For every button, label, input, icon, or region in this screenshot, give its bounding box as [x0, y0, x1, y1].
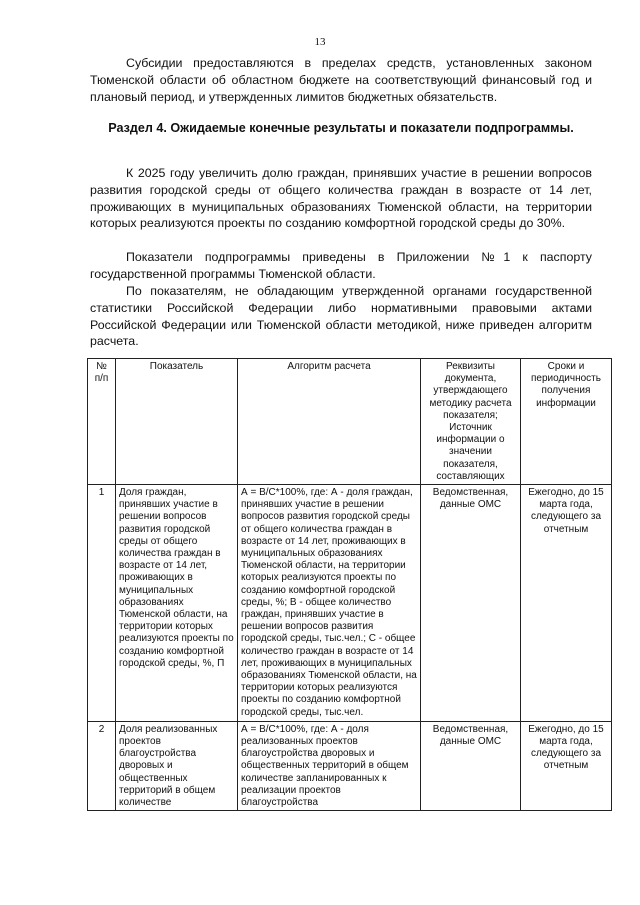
table-row	[88, 485, 612, 722]
table-row	[88, 721, 612, 810]
intro-paragraph: Субсидии предоставляются в пределах средств, установленных законом Тюменской области об областном бюджете на соответствующий финансовый год и плановый период, и утвержденных лимитов бюджетных обязательств.	[90, 56, 592, 104]
row-requisites: Ведомственная, данные ОМС	[421, 485, 521, 722]
row-indicator	[116, 721, 238, 810]
indicators-paragraph: Показатели подпрограммы приведены в Приложении №1 к паспорту государственной программы Тюменской области.	[90, 250, 592, 281]
row-indicator: Доля граждан, принявших участие в решении вопросов развития городской среды от общего количества граждан в возрасте от 14 лет, проживающих в муниципальных образованиях Тюменской области, на территории которых реализуются проекты по созданию комфортной городской среды, %, П	[116, 485, 238, 722]
header-terms: Сроки и периодичность получения информации	[521, 359, 612, 485]
row-indicator-text: Доля реализованных проектов благоустройства дворовых и общественных территорий в общем количестве	[119, 723, 218, 808]
goal-paragraph: К 2025 году увеличить долю граждан, принявших участие в решении вопросов развития городской среды от общего количества граждан в возрасте от 14 лет, проживающих в муниципальных образованиях Тюменской области, на территории которых реализуются проекты по созданию комфортной городской среды до 30%.	[90, 166, 592, 231]
algorithm-intro-paragraph: По показателям, не обладающим утвержденной органами государственной статистики Российской Федерации либо нормативными правовыми актами Российской Федерации или Тюменской области методикой, ниже приведен алгоритм расчета.	[90, 284, 592, 349]
header-num: № п/п	[88, 359, 116, 485]
table-header-row	[88, 359, 612, 485]
section-heading: Раздел 4. Ожидаемые конечные результаты и показатели подпрограммы.	[108, 121, 574, 135]
row-algorithm: А = В/С*100%, где: А - доля граждан, принявших участие в решении вопросов развития городской среды от общего количества граждан в возрасте от 14 лет, проживающих в муниципальных образованиях Тюменской области, на территории которых реализуются проекты по созданию комфортной городской среды, %; В - общее количество граждан, принявших участие в решении вопросов развития городской среды, тыс.чел.; С - общее количество граждан в возрасте от 14 лет, проживающих в муниципальных образованиях Тюменской области, на территории которых реализуются проекты по созданию комфортной городской среды, тыс.чел.	[238, 485, 421, 722]
header-requisites-text: Реквизиты документа, утверждающего методику расчета показателя; Источник информации о значении показателя, составляющих	[429, 361, 512, 481]
row-algorithm	[238, 721, 421, 810]
header-indicator: Показатель	[116, 359, 238, 485]
row-terms: Ежегодно, до 15 марта года, следующего за отчетным	[521, 485, 612, 722]
row-terms: Ежегодно, до 15 марта года, следующего за отчетным	[521, 721, 612, 810]
row-algorithm-text: А = В/С*100%, где: А - доля реализованных проектов благоустройства дворовых и общественных территорий в общем количестве запланированных к реализации проектов благоустройства	[241, 723, 409, 808]
page-number: 13	[314, 36, 326, 48]
row-requisites: Ведомственная, данные ОМС	[421, 721, 521, 810]
header-requisites	[421, 359, 521, 485]
header-algorithm: Алгоритм расчета	[238, 359, 421, 485]
row-num: 1	[88, 485, 116, 722]
indicators-table	[87, 358, 612, 811]
row-num: 2	[88, 721, 116, 810]
